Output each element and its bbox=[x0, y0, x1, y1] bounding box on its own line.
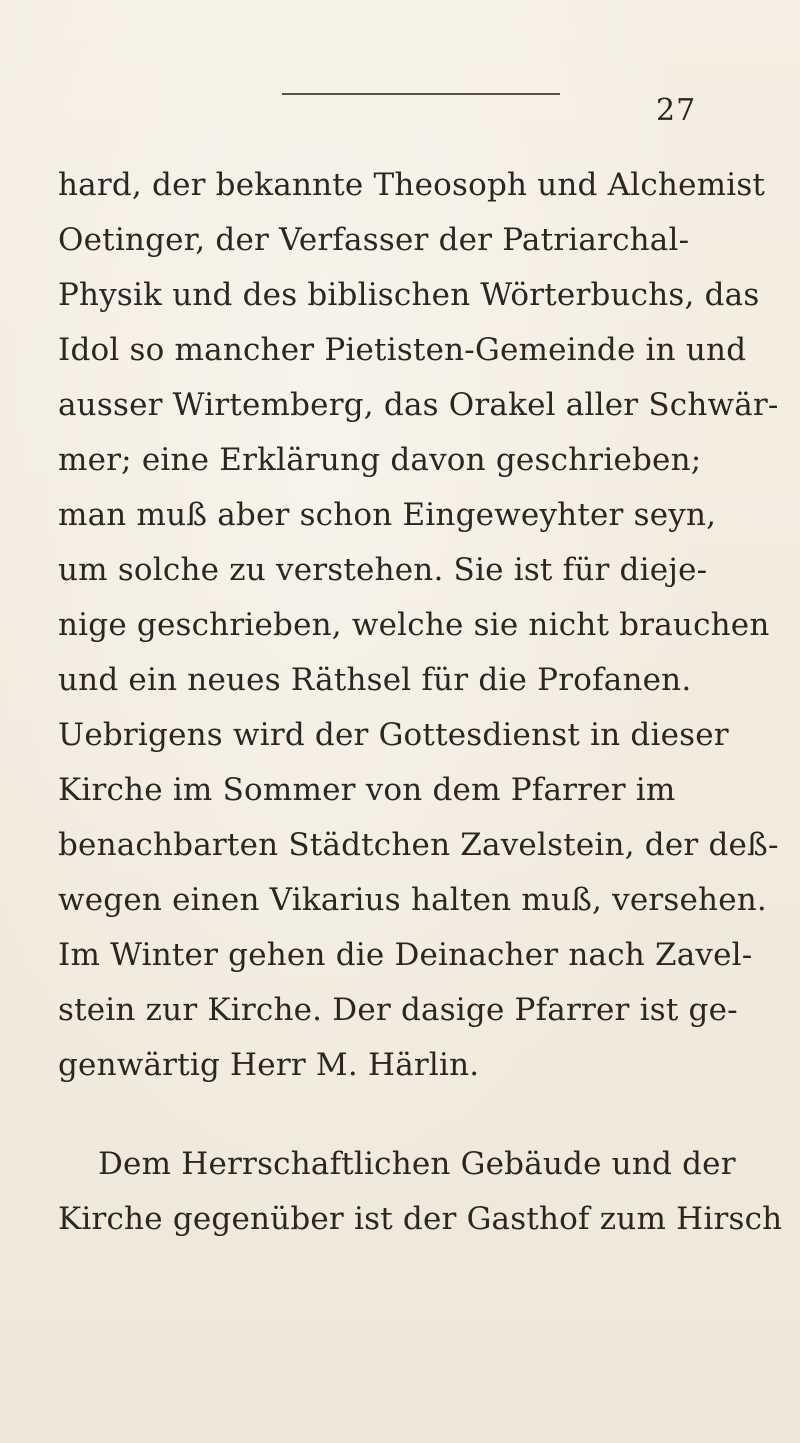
text-line: nige geschrieben, welche sie nicht brauchen bbox=[58, 607, 770, 643]
text-line: Dem Herrschaftlichen Gebäude und der bbox=[98, 1146, 736, 1182]
text-line: genwärtig Herr M. Härlin. bbox=[58, 1047, 480, 1083]
text-line: Kirche gegenüber ist der Gasthof zum Hirsch bbox=[58, 1201, 783, 1237]
paragraph-2 bbox=[58, 1137, 778, 1192]
text-line: stein zur Kirche. Der dasige Pfarrer ist ge- bbox=[58, 992, 738, 1028]
text-line: Physik und des biblischen Wörterbuchs, das bbox=[58, 277, 760, 313]
header-rule bbox=[282, 93, 560, 95]
text-line: ausser Wirtemberg, das Orakel aller Schwär- bbox=[58, 387, 779, 423]
text-line: benachbarten Städtchen Zavelstein, der deß- bbox=[58, 827, 779, 863]
text-line: um solche zu verstehen. Sie ist für dieje- bbox=[58, 552, 708, 588]
text-line: Kirche im Sommer von dem Pfarrer im bbox=[58, 772, 676, 808]
text-line: man muß aber schon Eingeweyhter seyn, bbox=[58, 497, 717, 533]
text-line: Idol so mancher Pietisten-Gemeinde in und bbox=[58, 332, 747, 368]
text-line: Uebrigens wird der Gottesdienst in dieser bbox=[58, 717, 729, 753]
text-line: Im Winter gehen die Deinacher nach Zavel- bbox=[58, 937, 753, 973]
body-text bbox=[58, 158, 783, 1247]
paragraph-1 bbox=[58, 158, 778, 1093]
page-number: 27 bbox=[656, 93, 697, 128]
text-line: und ein neues Räthsel für die Profanen. bbox=[58, 662, 692, 698]
text-line: Oetinger, der Verfasser der Patriarchal- bbox=[58, 222, 690, 258]
paragraph-2-continued bbox=[58, 1192, 783, 1247]
text-line: hard, der bekannte Theosoph und Alchemist bbox=[58, 167, 766, 203]
text-line: mer; eine Erklärung davon geschrieben; bbox=[58, 442, 702, 478]
paragraph-gap bbox=[58, 1093, 778, 1137]
text-line: wegen einen Vikarius halten muß, versehen. bbox=[58, 882, 767, 918]
